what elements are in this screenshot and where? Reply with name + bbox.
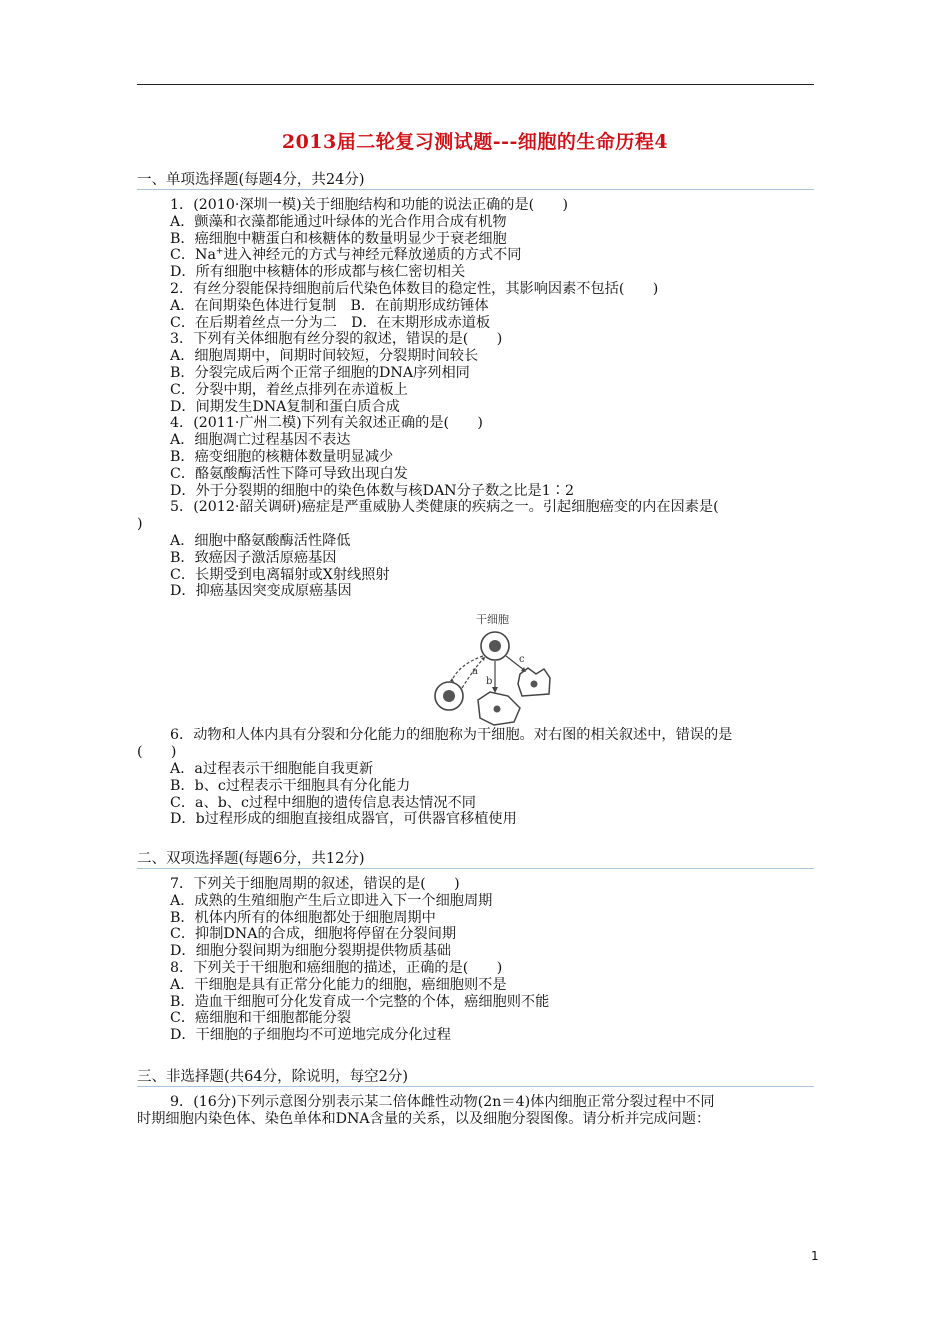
q5-stem-cont: ) xyxy=(137,516,143,532)
page-title: 2013届二轮复习测试题---细胞的生命历程4 xyxy=(281,131,669,153)
q6-option-c: C．a、b、c过程中细胞的遗传信息表达情况不同 xyxy=(170,794,476,811)
q5-option-b: B．致癌因子激活原癌基因 xyxy=(170,549,337,566)
q4-option-c: C．酪氨酸酶活性下降可导致出现白发 xyxy=(170,465,408,482)
figure-label: 干细胞 xyxy=(476,613,509,626)
q6-option-a: A．a过程表示干细胞能自我更新 xyxy=(170,761,374,777)
q8-stem: 8．下列关于干细胞和癌细胞的描述，正确的是( ) xyxy=(170,959,503,976)
q2-option-cd: C．在后期着丝点一分为二 D．在末期形成赤道板 xyxy=(170,314,491,331)
header-rule xyxy=(137,84,814,85)
q5-option-c: C．长期受到电离辐射或X射线照射 xyxy=(170,566,390,583)
section-rule-2 xyxy=(137,868,814,869)
stem-cell-nucleus-bottom xyxy=(443,690,455,702)
q4-option-b: B．癌变细胞的核糖体数量明显减少 xyxy=(170,448,394,465)
section-heading-1: 一、单项选择题(每题4分，共24分) xyxy=(137,172,365,188)
q1-option-b: B．癌细胞中糖蛋白和核糖体的数量明显少于衰老细胞 xyxy=(170,230,507,247)
q4-option-a: A．细胞凋亡过程基因不表达 xyxy=(170,432,351,449)
arrow-a xyxy=(452,656,483,680)
q8-option-a: A．干细胞是具有正常分化能力的细胞，癌细胞则不是 xyxy=(170,976,507,993)
q1-stem: 1．(2010·深圳一模)关于细胞结构和功能的说法正确的是( ) xyxy=(170,197,569,213)
q8-option-b: B．造血干细胞可分化发育成一个完整的个体，癌细胞则不能 xyxy=(170,993,550,1010)
section-rule-1 xyxy=(137,189,814,190)
q3-stem: 3．下列有关体细胞有丝分裂的叙述，错误的是( ) xyxy=(170,331,503,348)
arrow-a-return-head xyxy=(481,657,485,661)
label-b: b xyxy=(486,676,493,687)
section-heading-3: 三、非选择题(共64分，除说明，每空2分) xyxy=(137,1069,408,1085)
cell-c-nucleus xyxy=(531,681,538,688)
q7-option-c: C．抑制DNA的合成，细胞将停留在分裂间期 xyxy=(170,926,457,943)
q7-stem: 7．下列关于细胞周期的叙述，错误的是( ) xyxy=(170,876,460,892)
question-block-7-8 xyxy=(170,876,820,1044)
q7-option-a: A．成熟的生殖细胞产生后立即进入下一个细胞周期 xyxy=(170,892,493,909)
q3-option-b: B．分裂完成后两个正常子细胞的DNA序列相同 xyxy=(170,364,470,381)
q5-option-d: D．抑癌基因突变成原癌基因 xyxy=(170,583,352,600)
q2-option-ab: A．在间期染色体进行复制 B．在前期形成纺锤体 xyxy=(170,297,489,314)
label-c: c xyxy=(519,654,525,665)
stem-cell-nucleus-top xyxy=(489,640,501,652)
q5-options xyxy=(170,533,820,600)
label-a: a xyxy=(472,666,478,677)
q2-stem: 2．有丝分裂能保持细胞前后代染色体数目的稳定性，其影响因素不包括( ) xyxy=(170,280,659,297)
q4-option-d: D．外于分裂期的细胞中的染色体数与核DAN分子数之比是1∶2 xyxy=(170,482,574,499)
q8-option-c: C．癌细胞和干细胞都能分裂 xyxy=(170,1010,352,1027)
q9-stem: 9．(16分)下列示意图分别表示某二倍体雌性动物(2n＝4)体内细胞正常分裂过程中不同 时期细胞内染色体、染色单体和DNA含量的关系，以及细胞分裂图像。请分析并完成问题： xyxy=(137,1094,715,1127)
page-number: 1 xyxy=(811,1249,819,1263)
section-heading-2: 二、双项选择题(每题6分，共12分) xyxy=(137,851,365,867)
q6-option-b: B．b、c过程表示干细胞具有分化能力 xyxy=(170,777,411,794)
q5-stem: 5．(2012·韶关调研)癌症是严重威胁人类健康的疾病之一。引起细胞癌变的内在因素是( xyxy=(170,499,719,516)
q8-option-d: D．干细胞的子细胞均不可逆地完成分化过程 xyxy=(170,1027,451,1044)
q3-option-d: D．间期发生DNA复制和蛋白质合成 xyxy=(170,398,400,415)
stem-cell-diagram xyxy=(428,612,558,734)
cell-b-nucleus xyxy=(494,706,501,713)
q7-option-d: D．细胞分裂间期为细胞分裂期提供物质基础 xyxy=(170,943,451,960)
question-block-1-5 xyxy=(170,197,820,516)
q6-stem: 6．动物和人体内具有分裂和分化能力的细胞称为干细胞。对右图的相关叙述中，错误的是 ( ) xyxy=(137,727,733,760)
q6-option-d: D．b过程形成的细胞直接组成器官，可供器官移植使用 xyxy=(170,811,517,828)
q5-option-a: A．细胞中酪氨酸酶活性降低 xyxy=(170,533,351,549)
q6-options xyxy=(170,761,820,828)
q7-option-b: B．机体内所有的体细胞都处于细胞周期中 xyxy=(170,909,436,926)
q3-option-c: C．分裂中期，着丝点排列在赤道板上 xyxy=(170,381,408,398)
q1-option-c: C．Na+进入神经元的方式与神经元释放递质的方式不同 xyxy=(170,246,522,264)
q3-option-a: A．细胞周期中，间期时间较短，分裂期时间较长 xyxy=(170,348,479,365)
q1-option-a: A．颤藻和衣藻都能通过叶绿体的光合作用合成有机物 xyxy=(170,213,507,230)
section-rule-3 xyxy=(137,1086,814,1087)
q4-stem: 4．(2011·广州二模)下列有关叙述正确的是( ) xyxy=(170,415,483,432)
q1-option-d: D．所有细胞中核糖体的形成都与核仁密切相关 xyxy=(170,264,466,281)
